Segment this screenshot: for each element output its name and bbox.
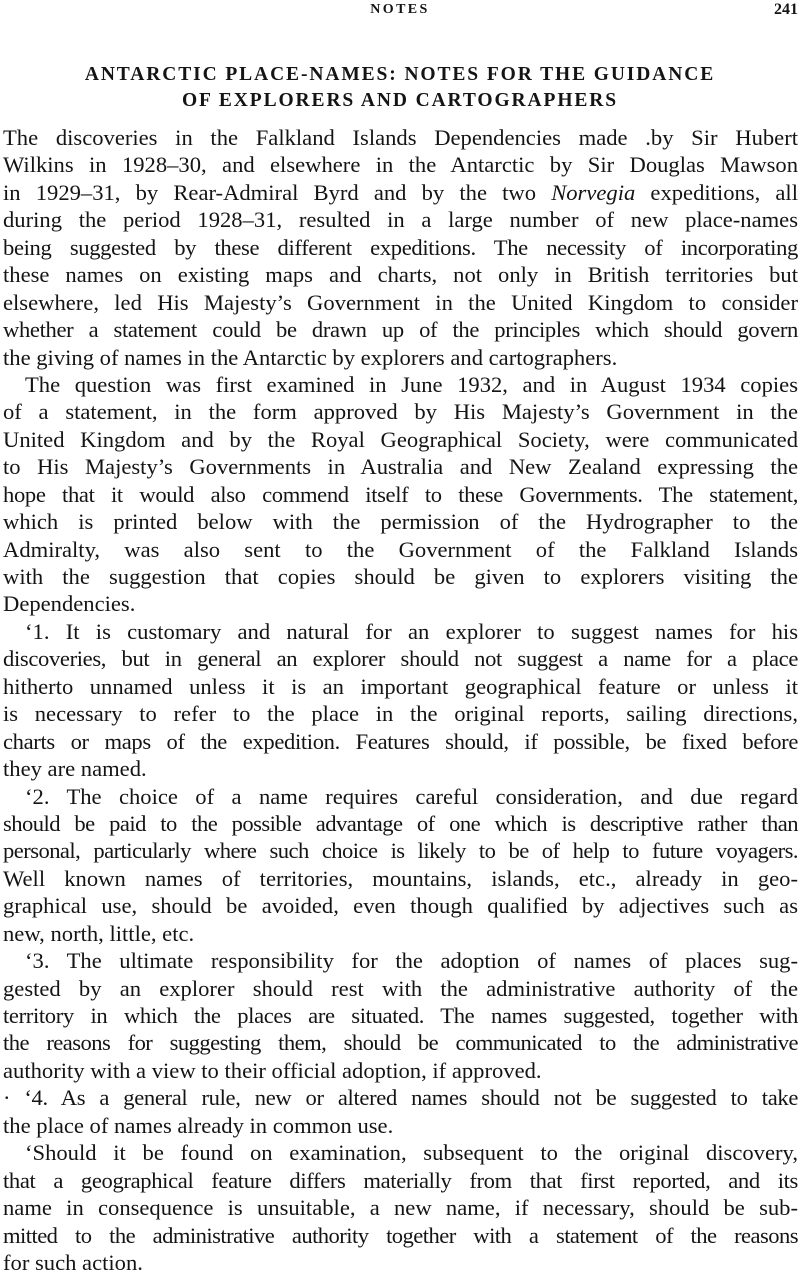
text-line <box>3 179 798 206</box>
text-line: the giving of names in the Antarctic by explorers and cartographers. <box>3 344 618 370</box>
paragraph-rule-4-continuation <box>3 1139 798 1276</box>
paragraph-rule-1 <box>3 618 798 783</box>
text-line: these names on existing maps and charts, not only in British territories but <box>3 262 798 288</box>
paragraph-rule-3 <box>3 947 798 1084</box>
paragraph-rule-2 <box>3 783 798 948</box>
text-line: charts or maps of the expedition. Features should, if possible, be fixed before <box>3 728 798 754</box>
text-line: that a geographical feature differs materially from that first reported, and its <box>3 1167 798 1193</box>
italic-ship-name: Norvegia <box>551 179 636 205</box>
article-body <box>3 124 798 1276</box>
text-line: they are named. <box>3 756 147 782</box>
paragraph-history <box>3 371 798 618</box>
text-line: should be paid to the possible advantage of one which is descriptive rather than <box>3 810 798 836</box>
text-line: ‘2. The choice of a name requires careful consideration, and due regard <box>25 783 798 809</box>
text-line: Well known names of territories, mountains, islands, etc., already in geo- <box>3 865 798 891</box>
text-line: being suggested by these different expeditions. The necessity of incorporating <box>3 234 798 260</box>
text-line: hitherto unnamed unless it is an important geographical feature or unless it <box>3 673 798 699</box>
text-line: personal, particularly where such choice is likely to be of help to future voyagers. <box>3 838 798 864</box>
text-line: the reasons for suggesting them, should be communicated to the administrative <box>3 1030 798 1056</box>
text-line: gested by an explorer should rest with the administrative authority of the <box>3 975 798 1001</box>
text-line: the place of names already in common use. <box>3 1112 394 1138</box>
text-fragment: in 1929–31, by Rear-Admiral Byrd and by the two <box>3 179 552 205</box>
text-line: new, north, little, etc. <box>3 920 195 946</box>
text-line: authority with a view to their official adoption, if approved. <box>3 1057 542 1083</box>
text-line: ‘3. The ultimate responsibility for the adoption of names of places sug- <box>25 948 798 974</box>
page-number: 241 <box>774 1 798 18</box>
text-line: which is printed below with the permission of the Hydrographer to the <box>3 509 798 535</box>
text-line: whether a statement could be drawn up of the principles which should govern <box>3 317 798 343</box>
text-line: ‘1. It is customary and natural for an explorer to suggest names for his <box>25 618 798 644</box>
text-line: ‘Should it be found on examination, subsequent to the original discovery, <box>25 1140 798 1166</box>
paragraph-rule-4 <box>3 1084 798 1139</box>
text-line: with the suggestion that copies should be given to explorers visiting the <box>3 564 798 589</box>
text-line: The question was first examined in June 1932, and in August 1934 copies <box>25 371 798 397</box>
text-line: Wilkins in 1928–30, and elsewhere in the Antarctic by Sir Douglas Mawson <box>3 152 798 178</box>
running-head-section: NOTES <box>370 2 430 17</box>
text-line: Dependencies. <box>3 591 136 617</box>
article-title <box>0 62 800 114</box>
text-line: The discoveries in the Falkland Islands Dependencies made .by Sir Hubert <box>3 125 798 150</box>
text-line: name in consequence is unsuitable, a new name, if necessary, should be sub- <box>3 1195 798 1221</box>
text-line: territory in which the places are situated. The names suggested, together with <box>3 1003 798 1028</box>
text-line: graphical use, should be avoided, even though qualified by adjectives such as <box>3 893 798 919</box>
text-line: for such action. <box>3 1249 143 1275</box>
text-line: of a statement, in the form approved by His Majesty’s Government in the <box>3 399 798 425</box>
text-line: United Kingdom and by the Royal Geographical Society, were communicated <box>3 426 798 452</box>
article-title-line: ANTARCTIC PLACE-NAMES: NOTES FOR THE GUIDANCE <box>84 64 716 85</box>
running-head <box>0 0 800 22</box>
paragraph-intro <box>3 124 798 371</box>
text-line: mitted to the administrative authority together with a statement of the reasons <box>3 1222 798 1248</box>
text-line: to His Majesty’s Governments in Australia and New Zealand expressing the <box>3 454 798 480</box>
article-title-line: OF EXPLORERS AND CARTOGRAPHERS <box>181 90 619 111</box>
text-fragment: expeditions, all <box>635 179 798 205</box>
text-line: Admiralty, was also sent to the Government of the Falkland Islands <box>3 536 798 562</box>
text-line: elsewhere, led His Majesty’s Government in the United Kingdom to consider <box>3 289 798 315</box>
text-line: is necessary to refer to the place in the original reports, sailing directions, <box>3 701 798 727</box>
text-line: · ‘4. As a general rule, new or altered names should not be suggested to take <box>3 1085 798 1111</box>
text-line: during the period 1928–31, resulted in a large number of new place-names <box>3 207 798 233</box>
text-line: hope that it would also commend itself to these Governments. The statement, <box>3 481 798 507</box>
text-line: discoveries, but in general an explorer should not suggest a name for a place <box>3 646 798 672</box>
